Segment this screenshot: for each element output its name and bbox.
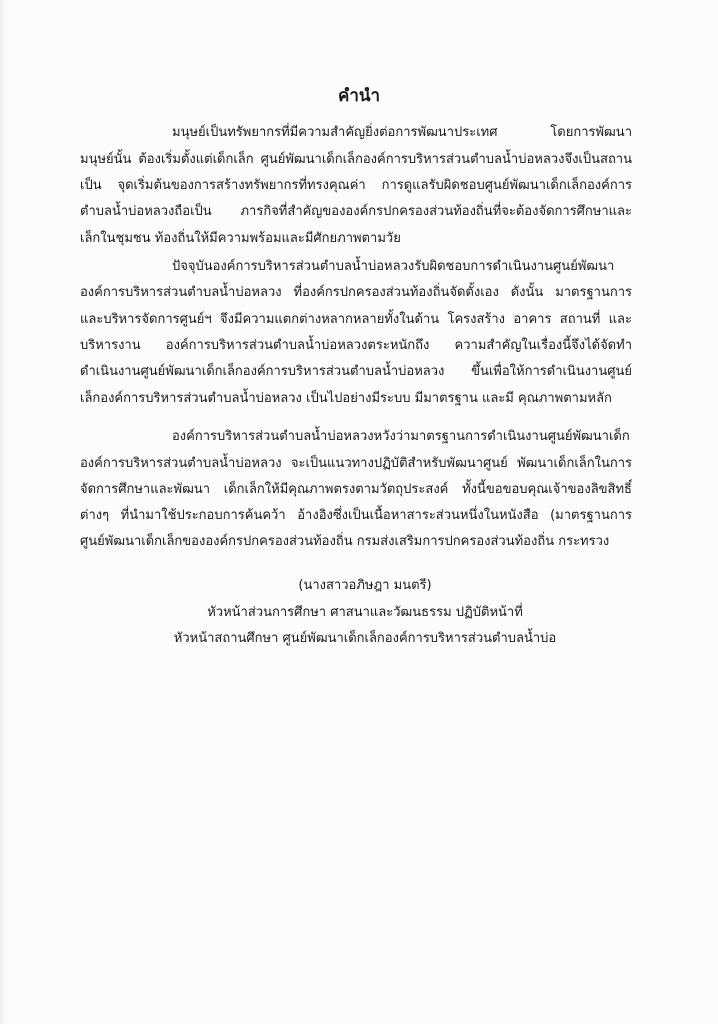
paragraph-2-line-4: บริหารงาน องค์การบริหารส่วนตำบลน้ำบ่อหลวงตระหนักถึง ความสำคัญในเรื่องนี้จึงได้จัดทำ <box>80 338 632 353</box>
paragraph-2-line-6: เล็กองค์การบริหารส่วนตำบลน้ำบ่อหลวง เป็นไปอย่างมีระบบ มีมาตรฐาน และมี คุณภาพตามหลัก <box>80 391 612 406</box>
signature-position-1: หัวหน้าส่วนการศึกษา ศาสนาและวัฒนธรรม ปฏิบัติหน้าที่ <box>207 605 523 620</box>
document-title: คำนำ <box>337 86 381 106</box>
paragraph-3-line-5: ศูนย์พัฒนาเด็กเล็กขององค์กรปกครองส่วนท้องถิ่น กรมส่งเสริมการปกครองส่วนท้องถิ่น กระทรวง <box>80 534 610 549</box>
signature-position-2: หัวหน้าสถานศึกษา ศูนย์พัฒนาเด็กเล็กองค์การบริหารส่วนตำบลน้ำบ่อ <box>173 631 557 646</box>
paragraph-1-line-1: มนุษย์เป็นทรัพยากรที่มีความสำคัญยิ่งต่อการพัฒนาประเทศ โดยการพัฒนา <box>172 125 632 140</box>
paragraph-1-line-2: มนุษย์นั้น ต้องเริ่มตั้งแต่เด็กเล็ก ศูนย์พัฒนาเด็กเล็กองค์การบริหารส่วนตำบลน้ำบ่อหลวงจึงเป็นสถาน <box>80 152 632 167</box>
paragraph-3-line-1: องค์การบริหารส่วนตำบลน้ำบ่อหลวงหวังว่ามาตรฐานการดำเนินงานศูนย์พัฒนาเด็ก <box>172 429 630 444</box>
paragraph-3-line-3: จัดการศึกษาและพัฒนา เด็กเล็กให้มีคุณภาพตรงตามวัตถุประสงค์ ทั้งนี้ขอขอบคุณเจ้าของลิขสิทธิ์ <box>80 482 632 497</box>
paragraph-2-line-5: ดำเนินงานศูนย์พัฒนาเด็กเล็กองค์การบริหารส่วนตำบลน้ำบ่อหลวง ขึ้นเพื่อให้การดำเนินงานศูนย์ <box>80 364 632 379</box>
paragraph-2-line-1: ปัจจุบันองค์การบริหารส่วนตำบลน้ำบ่อหลวงรับผิดชอบการดำเนินงานศูนย์พัฒนา <box>172 259 615 274</box>
paragraph-1-line-3: เป็น จุดเริ่มต้นของการสร้างทรัพยากรที่ทรงคุณค่า การดูแลรับผิดชอบศูนย์พัฒนาเด็กเล็กองค์การ <box>80 178 632 193</box>
scan-edge-shadow <box>0 0 6 1024</box>
paragraph-2-line-3: และบริหารจัดการศูนย์ฯ จึงมีความแตกต่างหลากหลายทั้งในด้าน โครงสร้าง อาคาร สถานที่ และ <box>80 312 632 327</box>
paragraph-3-line-4: ต่างๆ ที่นำมาใช้ประกอบการค้นคว้า อ้างอิงซึ่งเป็นเนื้อหาสาระส่วนหนึ่งในหนังสือ (มาตรฐานการ <box>80 508 632 523</box>
signature-name: (นางสาวอภิษฎา มนตรี) <box>298 578 432 593</box>
paragraph-1-line-4: ตำบลน้ำบ่อหลวงถือเป็น ภารกิจที่สำคัญขององค์กรปกครองส่วนท้องถิ่นที่จะต้องจัดการศึกษาและ <box>80 204 632 219</box>
paragraph-3-line-2: องค์การบริหารส่วนตำบลน้ำบ่อหลวง จะเป็นแนวทางปฏิบัติสำหรับพัฒนาศูนย์ พัฒนาเด็กเล็กในการ <box>80 456 632 471</box>
paragraph-1-line-5: เล็กในชุมชน ท้องถิ่นให้มีความพร้อมและมีศักยภาพตามวัย <box>80 231 401 246</box>
paragraph-2-line-2: องค์การบริหารส่วนตำบลน้ำบ่อหลวง ที่องค์กรปกครองส่วนท้องถิ่นจัดตั้งเอง ดังนั้น มาตรฐานการ <box>80 285 632 300</box>
